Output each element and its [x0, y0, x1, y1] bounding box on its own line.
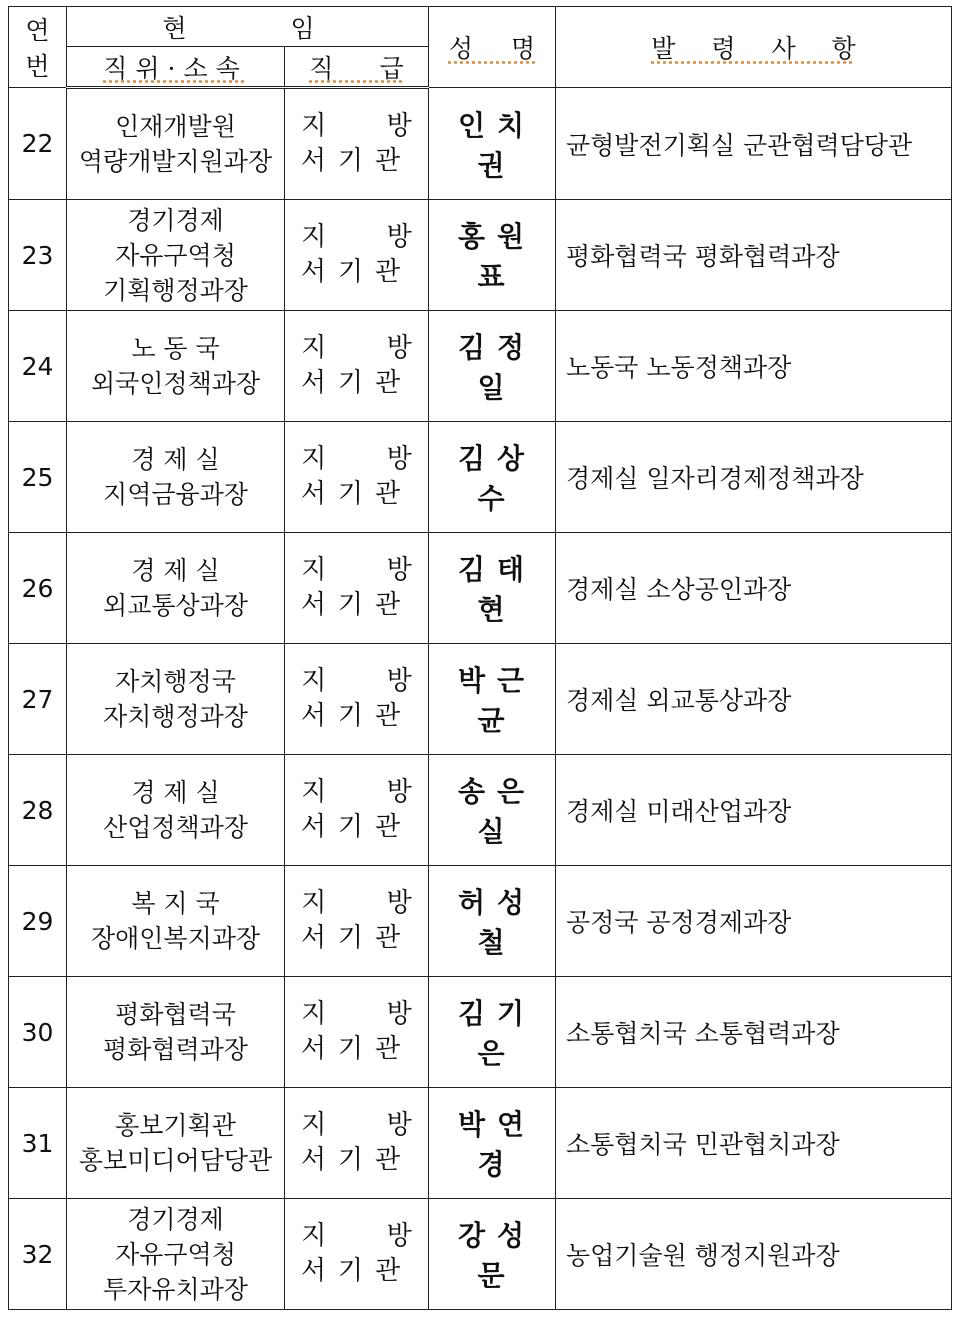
row-name: 박근균 — [429, 644, 556, 755]
header-position — [67, 47, 285, 88]
row-name: 김기은 — [429, 977, 556, 1088]
row-order: 농업기술원 행정지원과장 — [556, 1199, 952, 1310]
row-number: 24 — [9, 311, 67, 422]
row-name: 김상수 — [429, 422, 556, 533]
row-position-line3: 투자유치과장 — [103, 1274, 248, 1304]
row-grade-line1: 지 방 — [301, 222, 412, 252]
row-name: 김정일 — [429, 311, 556, 422]
row-grade — [285, 311, 429, 422]
row-grade-line2: 서기관 — [300, 812, 413, 842]
row-grade-line2: 서기관 — [300, 1034, 413, 1064]
row-position-line1: 노 동 국 — [131, 334, 220, 363]
row-number: 22 — [9, 88, 67, 200]
row-grade-line1: 지 방 — [301, 666, 412, 696]
row-position — [67, 1199, 285, 1310]
header-grade-label: 직 급 — [309, 53, 404, 83]
row-position-line1: 복 지 국 — [131, 889, 220, 918]
row-number: 27 — [9, 644, 67, 755]
header-number — [9, 7, 67, 88]
row-order: 소통협치국 민관협치과장 — [556, 1088, 952, 1199]
row-position-line1: 인재개발원 — [115, 112, 236, 141]
row-order: 경제실 소상공인과장 — [556, 533, 952, 644]
row-name: 송은실 — [429, 755, 556, 866]
row-position-line2: 산업정책과장 — [103, 813, 248, 842]
row-position — [67, 644, 285, 755]
row-position-line1: 경 제 실 — [131, 556, 220, 585]
row-position — [67, 200, 285, 311]
row-order: 경제실 일자리경제정책과장 — [556, 422, 952, 533]
table-row — [9, 200, 952, 311]
row-position-line2: 외교통상과장 — [103, 591, 248, 620]
header-order — [556, 7, 952, 88]
row-number: 31 — [9, 1088, 67, 1199]
row-position — [67, 755, 285, 866]
row-order: 균형발전기획실 군관협력담당관 — [556, 88, 952, 200]
row-grade-line1: 지 방 — [301, 555, 412, 585]
row-grade — [285, 866, 429, 977]
table-row — [9, 422, 952, 533]
row-position-line2: 외국인정책과장 — [90, 369, 261, 398]
row-position-line1: 경기경제 — [127, 205, 224, 235]
row-position-line1: 경 제 실 — [131, 445, 220, 474]
row-position-line1: 자치행정국 — [115, 667, 236, 696]
row-position-line1: 평화협력국 — [115, 1000, 236, 1029]
row-position-line3: 기획행정과장 — [103, 275, 248, 305]
row-position-line1: 경 제 실 — [131, 778, 220, 807]
row-grade — [285, 644, 429, 755]
row-grade-line2: 서기관 — [300, 146, 413, 176]
table-row — [9, 866, 952, 977]
row-position-line2: 자유구역청 — [115, 240, 236, 270]
row-grade-line2: 서기관 — [300, 923, 413, 953]
row-position-line2: 평화협력과장 — [103, 1035, 248, 1064]
row-name: 김태현 — [429, 533, 556, 644]
row-position — [67, 422, 285, 533]
header-order-label: 발 령 사 항 — [651, 34, 856, 63]
row-number: 25 — [9, 422, 67, 533]
table-row — [9, 533, 952, 644]
row-position-line2: 자치행정과장 — [103, 702, 248, 731]
row-position — [67, 1088, 285, 1199]
table-row — [9, 1088, 952, 1199]
row-grade-line2: 서기관 — [300, 1256, 413, 1286]
row-grade-line1: 지 방 — [301, 444, 412, 474]
row-grade — [285, 755, 429, 866]
row-grade-line2: 서기관 — [300, 368, 413, 398]
header-position-label: 직위·소속 — [103, 53, 248, 83]
row-grade — [285, 1199, 429, 1310]
table-row — [9, 644, 952, 755]
row-number: 28 — [9, 755, 67, 866]
row-grade-line2: 서기관 — [300, 257, 413, 287]
row-number: 23 — [9, 200, 67, 311]
row-grade-line2: 서기관 — [300, 1145, 413, 1175]
row-position — [67, 866, 285, 977]
row-name: 박연경 — [429, 1088, 556, 1199]
row-name: 강성문 — [429, 1199, 556, 1310]
row-order: 소통협치국 소통협력과장 — [556, 977, 952, 1088]
row-name: 허성철 — [429, 866, 556, 977]
row-position-line2: 자유구역청 — [115, 1239, 236, 1269]
row-grade-line2: 서기관 — [300, 590, 413, 620]
table-row — [9, 88, 952, 200]
row-grade — [285, 977, 429, 1088]
row-position-line2: 홍보미디어담당관 — [78, 1146, 273, 1175]
row-number: 29 — [9, 866, 67, 977]
header-grade — [285, 47, 429, 88]
header-current — [67, 7, 429, 47]
row-position — [67, 311, 285, 422]
row-order: 경제실 미래산업과장 — [556, 755, 952, 866]
row-grade-line1: 지 방 — [301, 888, 412, 918]
row-grade — [285, 533, 429, 644]
table-row — [9, 755, 952, 866]
row-position — [67, 977, 285, 1088]
row-grade-line1: 지 방 — [301, 1221, 412, 1251]
row-number: 26 — [9, 533, 67, 644]
row-position-line2: 지역금융과장 — [103, 480, 248, 509]
row-grade-line1: 지 방 — [301, 999, 412, 1029]
row-position — [67, 88, 285, 200]
table-body — [9, 88, 952, 1310]
row-grade-line1: 지 방 — [301, 111, 412, 141]
row-grade-line1: 지 방 — [301, 1110, 412, 1140]
row-grade — [285, 88, 429, 200]
table-row — [9, 977, 952, 1088]
row-order: 경제실 외교통상과장 — [556, 644, 952, 755]
row-grade — [285, 200, 429, 311]
header-name — [429, 7, 556, 88]
row-name: 인치권 — [429, 88, 556, 200]
row-grade-line2: 서기관 — [300, 479, 413, 509]
row-number: 30 — [9, 977, 67, 1088]
row-number: 32 — [9, 1199, 67, 1310]
table-header — [9, 7, 952, 88]
row-position-line1: 경기경제 — [127, 1204, 224, 1234]
personnel-table — [8, 6, 952, 1310]
row-name: 홍원표 — [429, 200, 556, 311]
row-order: 평화협력국 평화협력과장 — [556, 200, 952, 311]
row-grade-line2: 서기관 — [300, 701, 413, 731]
header-name-label: 성 명 — [448, 34, 536, 63]
table-row — [9, 1199, 952, 1310]
header-current-label: 현 임 — [162, 13, 333, 43]
row-position-line2: 역량개발지원과장 — [78, 147, 273, 176]
table-row — [9, 311, 952, 422]
row-grade — [285, 422, 429, 533]
row-grade-line1: 지 방 — [301, 333, 412, 363]
header-number-line1: 연 — [25, 16, 50, 45]
row-position-line2: 장애인복지과장 — [90, 924, 261, 953]
row-grade-line1: 지 방 — [301, 777, 412, 807]
row-order: 노동국 노동정책과장 — [556, 311, 952, 422]
row-order: 공정국 공정경제과장 — [556, 866, 952, 977]
row-position-line1: 홍보기획관 — [115, 1111, 236, 1140]
row-grade — [285, 1088, 429, 1199]
header-number-line2: 번 — [25, 52, 50, 81]
row-position — [67, 533, 285, 644]
